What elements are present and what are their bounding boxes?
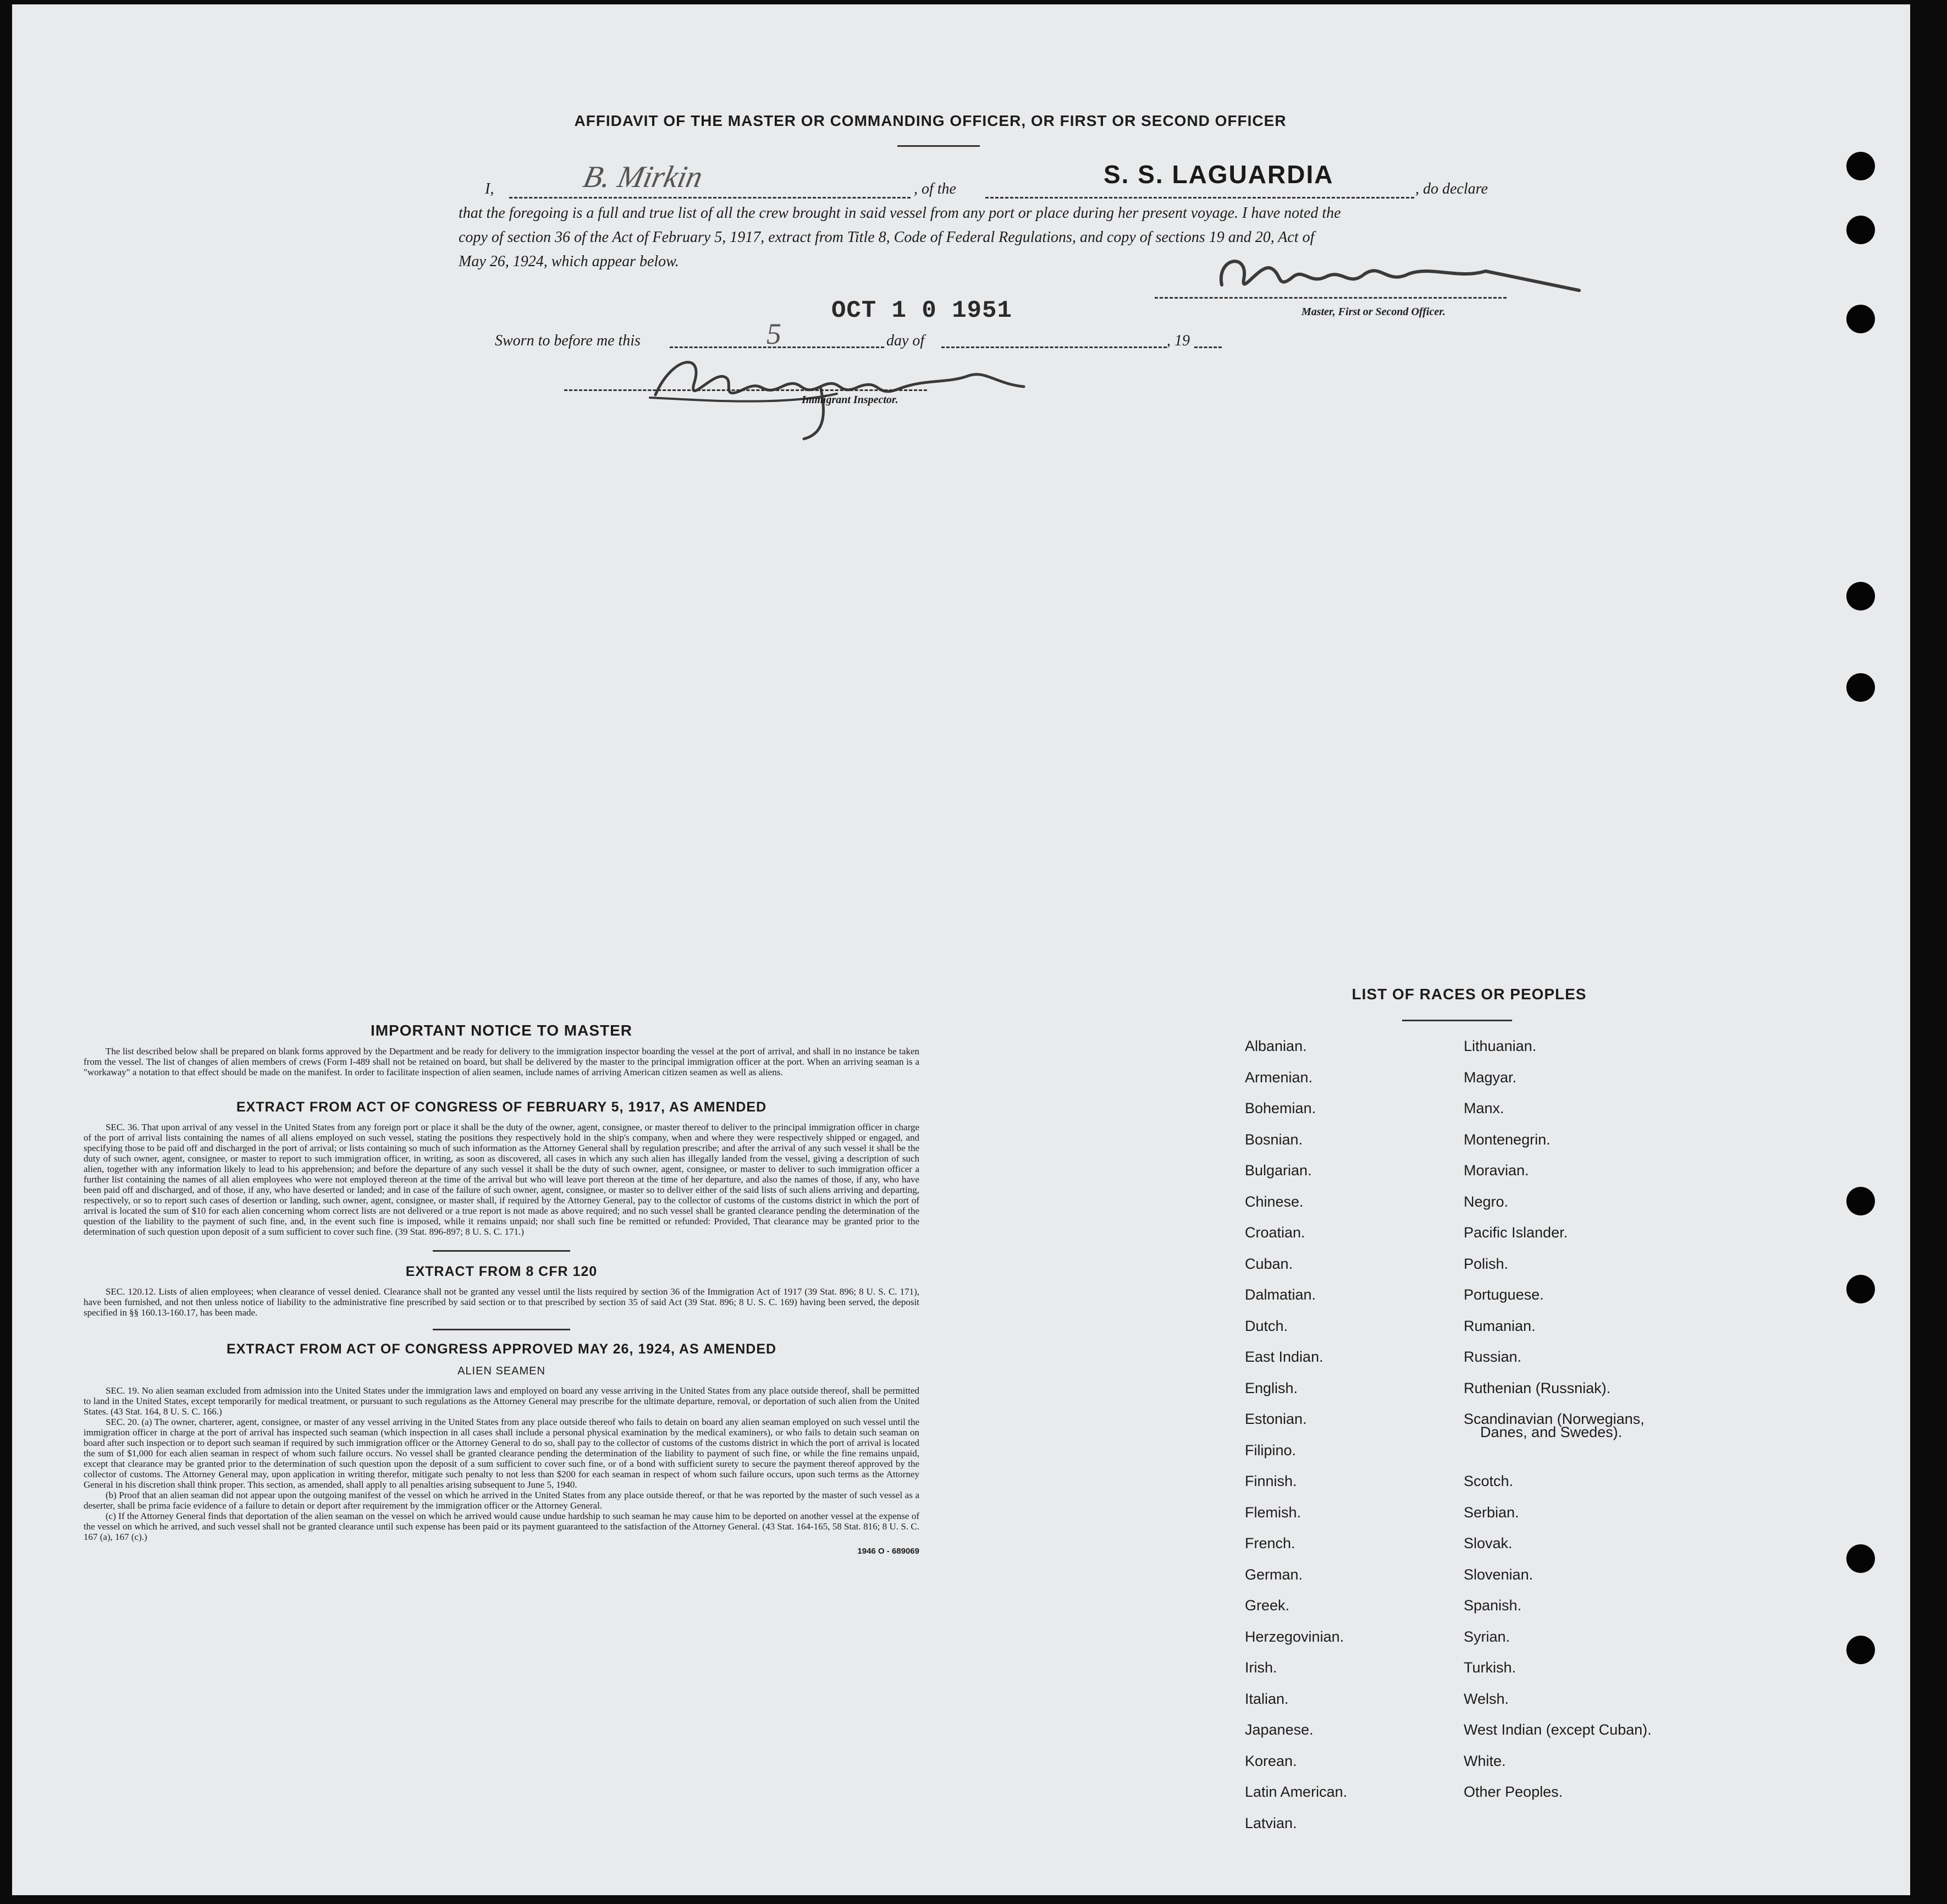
race-list-item: Montenegrin. (1464, 1131, 1551, 1148)
race-list-item: Syrian. (1464, 1628, 1510, 1645)
i-label: I, (485, 180, 494, 197)
punch-hole (1846, 216, 1875, 244)
race-list-item: Lithuanian. (1464, 1038, 1537, 1054)
race-list-item: Estonian. (1245, 1411, 1307, 1427)
document-page (12, 4, 1910, 1895)
race-list-item: Korean. (1245, 1752, 1297, 1769)
race-list-item: Other Peoples. (1464, 1784, 1563, 1800)
day-of-label: day of (886, 332, 925, 349)
notice-text: The list described below shall be prepared on blank forms approved by the Department and be ready for delivery to the immigration inspector boarding the vessel at the port of arrival, and shall in no instance be taken from the vessel. The list of changes of alien members of crews (Form I-489 shall not be retained on board, but shall be delivered by the master to the principal immigration officer at the port. When an arriving seaman is a "workaway" a notation to that effect should be made on the manifest. In order to facilitate inspection of alien seamen, include names of arriving American citizen seamen as well as aliens. (84, 1046, 919, 1077)
inspector-signature-line (564, 389, 927, 391)
race-list-item: Latin American. (1245, 1784, 1348, 1800)
print-code: 1946 O - 689069 (857, 1547, 919, 1556)
race-list-item: Cuban. (1245, 1255, 1293, 1272)
race-list-item: Bulgarian. (1245, 1162, 1312, 1179)
title-rule (897, 145, 980, 147)
race-list-item: Serbian. (1464, 1504, 1519, 1521)
race-list-item: Flemish. (1245, 1504, 1301, 1521)
race-list-item: Slovak. (1464, 1535, 1513, 1551)
date-stamp: OCT 1 0 1951 (831, 297, 1012, 324)
race-list-item: French. (1245, 1535, 1295, 1551)
race-list-item: Magyar. (1464, 1069, 1517, 1086)
extract-cfr-section (84, 1286, 919, 1318)
race-list-item: Turkish. (1464, 1659, 1516, 1676)
master-signature-caption: Master, First or Second Officer. (1301, 306, 1446, 318)
race-list-item: Albanian. (1245, 1038, 1307, 1054)
sec19-text: SEC. 19. No alien seaman excluded from admission into the United States under the immigration laws and employed on board any vesse arriving in the United States from any place outside thereof, shall be permitted to land in the United States, except temporarily for medical treatment, or pursuant to such regulations as the Attorney General may prescribe for the ultimate departure, removal, or deportation of such alien from the United States. (43 Stat. 164, 8 U. S. C. 166.) (84, 1385, 919, 1417)
race-list-item: Filipino. (1245, 1441, 1297, 1459)
extract-1917-title: EXTRACT FROM ACT OF CONGRESS OF FEBRUARY 5, 1917, AS AMENDED (236, 1099, 767, 1115)
race-list-item: Manx. (1464, 1100, 1504, 1116)
master-signature-line (1155, 297, 1507, 299)
vessel-name: S. S. LAGUARDIA (1104, 160, 1334, 189)
affidavit-title: AFFIDAVIT OF THE MASTER OR COMMANDING OFFICER, OR FIRST OR SECOND OFFICER (574, 112, 1287, 129)
officer-name-line (509, 197, 911, 199)
sec20c-text: (c) If the Attorney General finds that deportation of the alien seaman on the vessel on which he arrived would cause undue hardship to such seaman he may cause him to be deported on another vessel at the expense of the vessel on which he arrived, and such vessel shall not be granted clearance until such expense has been paid or its payment guaranteed to the satisfaction of the Attorney General. (43 Stat. 164-165, 58 Stat. 816; 8 U. S. C. 167 (a), 167 (c).) (84, 1511, 919, 1542)
notice-section (84, 1046, 919, 1077)
races-title: LIST OF RACES OR PEOPLES (1352, 986, 1587, 1003)
race-list-item: Japanese. (1245, 1721, 1314, 1738)
notice-title: IMPORTANT NOTICE TO MASTER (370, 1022, 633, 1039)
extract-cfr-text: SEC. 120.12. Lists of alien employees; when clearance of vessel denied. Clearance shall not be granted any vessel until the lists required by section 36 of the Immigration Act of 1917 (39 Stat. 896; 8 U. S. C. 171), have been furnished, and not then unless notice of liability to the administrative fine prescribed by said section or to that prescribed by section 35 of said Act (39 Stat. 896; 8 U. S. C. 169) having been served, the deposit specified in §§ 160.13-160.17, has been made. (84, 1286, 919, 1318)
extract-1924-section (84, 1385, 919, 1542)
race-list-item: Bosnian. (1245, 1131, 1303, 1148)
race-list-item: Armenian. (1245, 1069, 1313, 1086)
race-list-item: Moravian. (1464, 1162, 1529, 1179)
race-list-item: Slovenian. (1464, 1566, 1534, 1583)
affidavit-body-line2: copy of section 36 of the Act of February 5, 1917, extract from Title 8, Code of Federal Regulations, and copy of sections 19 and 20, Act of (459, 229, 1315, 246)
of-the-label: , of the (914, 180, 956, 197)
extract-cfr-title: EXTRACT FROM 8 CFR 120 (405, 1264, 598, 1279)
race-list-item: Latvian. (1245, 1814, 1297, 1831)
race-list-item: Pacific Islander. (1464, 1224, 1568, 1241)
punch-hole (1846, 673, 1875, 702)
do-declare-label: , do declare (1415, 180, 1488, 197)
race-list-item: Russian. (1464, 1349, 1522, 1365)
race-list-item: Polish. (1464, 1255, 1509, 1272)
section-rule (433, 1250, 570, 1252)
race-list-item: Negro. (1464, 1193, 1509, 1210)
punch-hole (1846, 582, 1875, 610)
race-list-item: Dutch. (1245, 1317, 1288, 1334)
punch-hole (1846, 1544, 1875, 1573)
punch-hole (1846, 152, 1875, 180)
extract-1917-text: SEC. 36. That upon arrival of any vessel in the United States from any foreign port or place it shall be the duty of the owner, agent, consignee, or master thereof to deliver to the principal immigration officer in charge of the port of arrival lists containing the names of all aliens employed on such vessel, stating the positions they respectively hold in the ship's company, when and where they were respectively shipped or engaged, and specifying those to be paid off and discharged in the port of arrival; or lists containing so much of such information as the Attorney General shall by regulation prescribe; and after the arrival of any such vessel it shall be the duty of such owner, agent, consignee, or master to report to such immigration officer, in writing, as soon as discovered, all cases in which any such alien has illegally landed from the vessel, giving a description of such alien, together with any information likely to lead to his apprehension; and before the departure of any such vessel it shall be the duty of such owner, agent, consignee, or master to deliver to such immigration officer a further list containing the names of all alien employees who were not employed thereon at the time of the arrival but who will leave port thereon at the time of her departure, and also the names of those, if any, who have been paid off and discharged, and of those, if any, who have deserted or landed; and in case of the failure of such owner, agent, consignee, or master so to deliver either of the said lists of such aliens arriving and departing, respectively, or so to report such cases of desertion or landing, such owner, agent, consignee, or master shall, if required by the Attorney General, pay to the collector of customs of the customs district in which the port of arrival is located the sum of $10 for each alien concerning whom correct lists are not delivered or a true report is not made as above required; and no such vessel shall be granted clearance pending the determination of the question of the liability to the payment of such fine, and, in the event such fine is imposed, while it remains unpaid; nor shall such fine be remitted or refunded: Provided, That clearance may be granted prior to the determination of such question upon deposit of a sum sufficient to cover such fine. (39 Stat. 896-897; 8 U. S. C. 171.) (84, 1122, 919, 1237)
race-list-item: Scotch. (1464, 1473, 1514, 1489)
race-list-item: English. (1245, 1379, 1298, 1396)
year-label: , 19 (1167, 332, 1190, 349)
legal-notices-column (84, 1022, 919, 1556)
sworn-day-handwritten: 5 (766, 317, 781, 350)
race-list-item: Italian. (1245, 1690, 1289, 1707)
race-list-item: White. (1464, 1752, 1506, 1769)
race-list-item: Bohemian. (1245, 1100, 1316, 1116)
punch-hole (1846, 305, 1875, 333)
vessel-name-line (985, 197, 1414, 199)
extract-1917-section (84, 1122, 919, 1237)
race-list-item: German. (1245, 1566, 1303, 1583)
race-list-item: Greek. (1245, 1597, 1290, 1614)
race-list-item: Scandinavian (Norwegians, (1464, 1411, 1645, 1427)
race-list-item: Herzegovinian. (1245, 1628, 1344, 1645)
affidavit-body-line3: May 26, 1924, which appear below. (459, 253, 679, 270)
race-list-item: Chinese. (1245, 1193, 1304, 1210)
alien-seamen-subtitle: ALIEN SEAMEN (457, 1365, 545, 1377)
races-title-rule (1402, 1020, 1512, 1021)
race-list-item: Danes, and Swedes). (1480, 1424, 1623, 1440)
race-list-item: Portuguese. (1464, 1286, 1544, 1303)
race-list-item: Welsh. (1464, 1690, 1509, 1707)
affidavit-body-line1: that the foregoing is a full and true list of all the crew brought in said vessel from any port or place during her present voyage. I have noted the (459, 205, 1341, 222)
race-list-item: Spanish. (1464, 1597, 1522, 1614)
race-list-item: Ruthenian (Russniak). (1464, 1379, 1611, 1396)
extract-1924-title: EXTRACT FROM ACT OF CONGRESS APPROVED MAY 26, 1924, AS AMENDED (226, 1341, 777, 1357)
race-list-item: Irish. (1245, 1659, 1277, 1676)
punch-hole (1846, 1275, 1875, 1303)
punch-hole (1846, 1187, 1875, 1215)
sec20b-text: (b) Proof that an alien seaman did not appear upon the outgoing manifest of the vessel on which he arrived in the United States from any place outside thereof, or that he was reported by the master of such vessel as a deserter, shall be prima facie evidence of a failure to detain or deport after requirement by the immigration officer or the Attorney General. (84, 1490, 919, 1511)
sworn-label: Sworn to before me this (495, 332, 641, 349)
race-list-item: Rumanian. (1464, 1317, 1536, 1334)
race-list-item: Dalmatian. (1245, 1286, 1316, 1303)
officer-name-handwritten: B. Mirkin (580, 160, 706, 194)
punch-hole (1846, 1636, 1875, 1664)
section-rule (433, 1329, 570, 1330)
inspector-caption: Immigrant Inspector. (802, 394, 898, 406)
race-list-item: Croatian. (1245, 1224, 1305, 1241)
race-list-item: West Indian (except Cuban). (1464, 1721, 1652, 1738)
race-list-item: Finnish. (1245, 1473, 1297, 1489)
year-line (1194, 346, 1222, 348)
sec20a-text: SEC. 20. (a) The owner, charterer, agent, consignee, or master of any vessel arriving in the United States from any place outside thereof who fails to detain on board any alien seaman employed on such vessel until the immigration officer in charge at the port of arrival has inspected such seaman (which inspection in all cases shall include a personal physical examination by the medical examiners), or who fails to detain such seaman on board after such inspection or to deport such seaman if required by such immigration officer or the Attorney General to do so, shall pay to the collector of customs of the customs district in which the port of arrival is located the sum of $1,000 for each alien seaman in respect of whom such failure occurs. No vessel shall be granted clearance pending the determination of the liability to payment of such fine, or while the fine remains unpaid, except that clearance may be granted prior to the determination of such question upon the deposit of a sum sufficient to cover such fine, or of a bond with sufficient surety to secure the payment thereof approved by the collector of customs. The Attorney General may, upon application in writing therefor, mitigate such penalty to not less than $200 for each seaman in respect of whom such failure occurs, upon such terms as the Attorney General in his discretion shall think proper. This section, as amended, shall apply to all penalties arising subsequent to June 5, 1940. (84, 1417, 919, 1490)
race-list-item: East Indian. (1245, 1349, 1323, 1365)
